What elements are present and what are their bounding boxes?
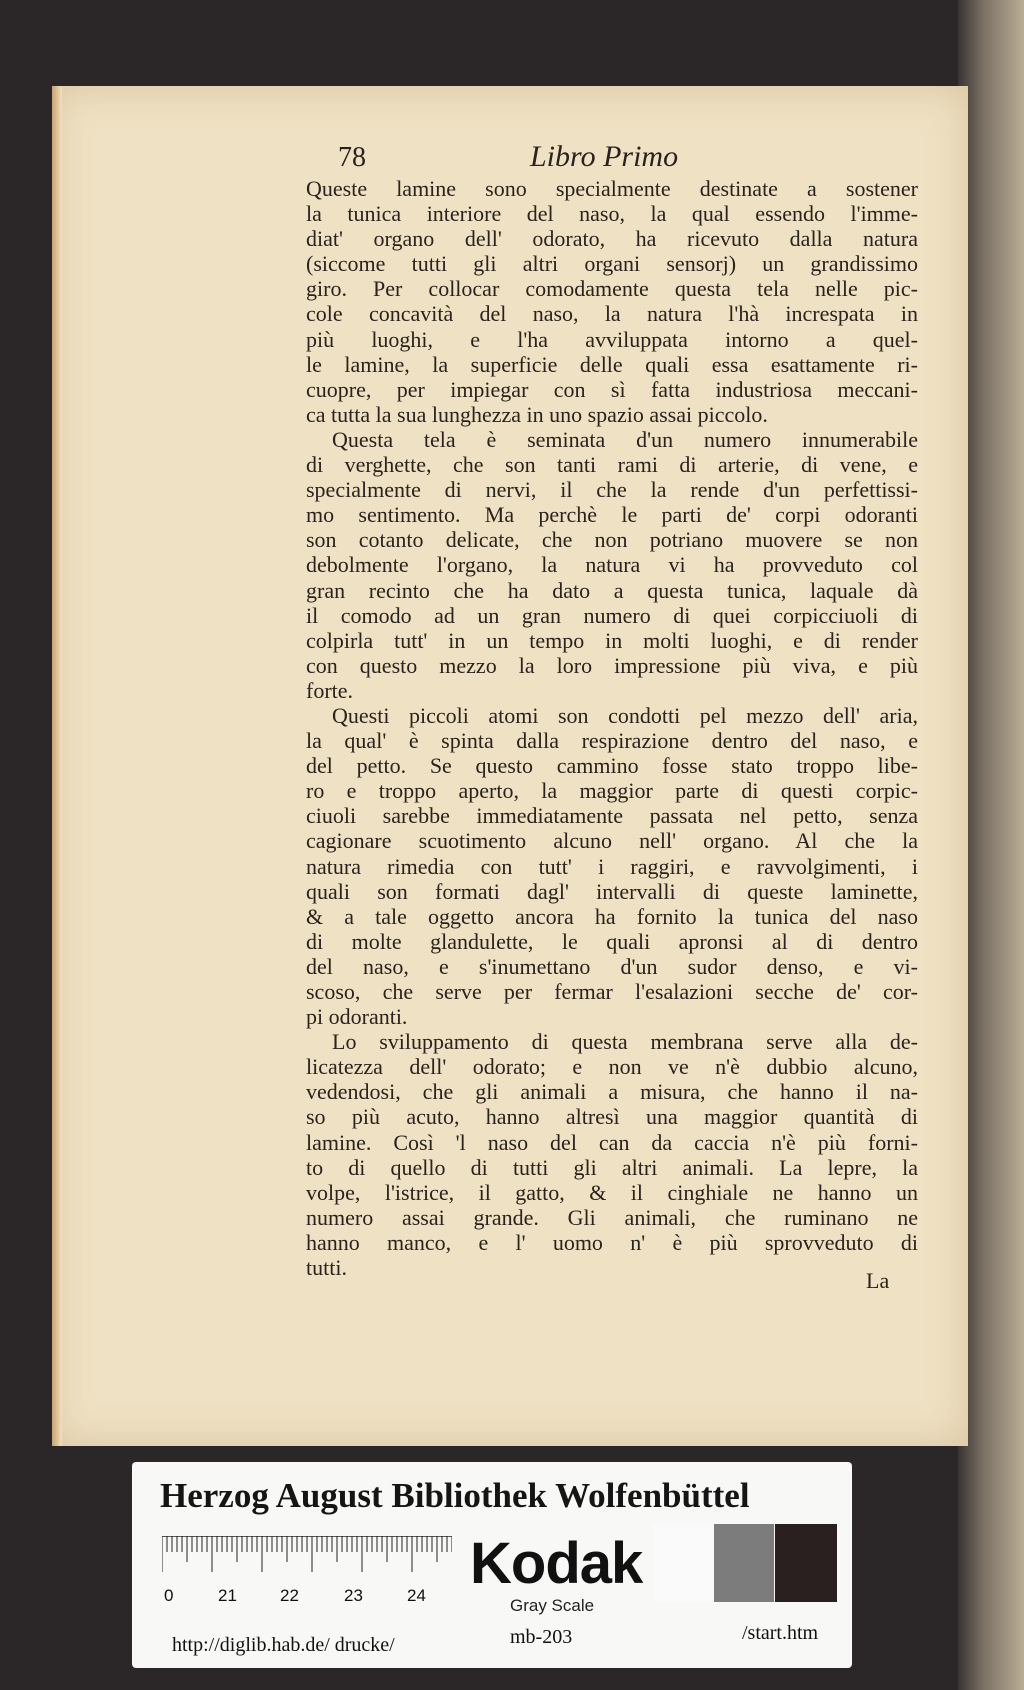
text-line: quali son formati dagl' intervalli di queste laminette, [306,878,918,904]
ruler-label: 0 [164,1586,174,1605]
text-line: natura rimedia con tutt' i raggiri, e ravvolgimenti, i [306,853,918,879]
text-line: di molte glandulette, le quali apronsi al di dentro [306,928,918,954]
text-line: del naso, e s'inumettano d'un sudor denso, e vi- [306,953,918,979]
text-line: son cotanto delicate, che non potriano muovere se non [306,527,918,553]
body-text [306,176,918,1280]
text-line: debolmente l'organo, la natura vi ha provveduto col [306,552,918,578]
text-line: ca tutta la sua lunghezza in uno spazio assai piccolo. [306,401,768,427]
text-line: gran recinto che ha dato a questa tunica, laquale dà [306,577,918,603]
text-line: numero assai grande. Gli animali, che ruminano ne [306,1204,918,1230]
page-edge [52,86,62,1446]
text-line: cagionare scuotimento alcuno nell' organo. Al che la [306,828,918,854]
page-number: 78 [338,142,366,173]
text-line: Lo sviluppamento di questa membrana serve alla de- [332,1029,918,1055]
ruler-label: 22 [280,1586,299,1605]
text-line: & a tale oggetto ancora ha fornito la tunica del naso [306,903,918,929]
text-line: più luoghi, e l'ha avviluppata intorno a quel- [306,326,918,352]
text-line: hanno manco, e l' uomo n' è più sprovveduto di [306,1229,918,1255]
gray-scale-label: Gray Scale [510,1596,595,1615]
white-swatch [652,1524,712,1602]
text-line: il comodo ad un gran numero di quei corpicciuoli di [306,602,918,628]
text-line: licatezza dell' odorato; e non ve n'è dubbio alcuno, [306,1054,918,1080]
text-line: colpirla tutt' in un tempo in molti luoghi, e di render [306,627,918,653]
text-line: Questa tela è seminata d'un numero innumerabile [332,426,918,452]
text-line: lamine. Così 'l naso del can da caccia n'è più forni- [306,1129,918,1155]
shelfmark: mb-203 [510,1626,573,1648]
text-line: scoso, che serve per fermar l'esalazioni secche de' cor- [306,979,918,1004]
ruler-labels [162,1586,442,1610]
text-line: (siccome tutti gli altri organi sensorj) un grandissimo [306,251,918,277]
text-line: del petto. Se questo cammino fosse stato troppo libe- [306,753,918,779]
text-line: la qual' è spinta dalla respirazione dentro del naso, e [306,728,918,754]
text-line: vedendosi, che gli animali a misura, che hanno il na- [306,1079,918,1105]
url-suffix: /start.htm [742,1622,819,1644]
text-line: con questo mezzo la loro impressione più viva, e più [306,652,918,678]
text-line: pi odoranti. [306,1004,408,1030]
text-line: Queste lamine sono specialmente destinate a sostener [306,176,918,201]
text-line: le lamine, la superficie delle quali essa esattamente ri- [306,351,918,377]
ruler-label: 23 [344,1586,363,1605]
text-line: cuopre, per impiegar con sì fatta industriosa meccani- [306,376,918,402]
text-line: specialmente di nervi, il che la rende d'un perfettissi- [306,477,918,503]
text-line: cole concavità del naso, la natura l'hà increspata in [306,301,918,327]
text-line: to di quello di tutti gli altri animali. La lepre, la [306,1154,918,1180]
text-line: volpe, l'istrice, il gatto, & il cinghiale ne hanno un [306,1179,918,1205]
ruler-label: 21 [218,1586,237,1605]
text-line: giro. Per collocar comodamente questa tela nelle pic- [306,276,918,302]
library-name: Herzog August Bibliothek Wolfenbüttel [160,1476,750,1515]
text-line: Questi piccoli atomi son condotti pel mezzo dell' aria, [332,702,918,728]
url-base: http://diglib.hab.de/ drucke/ [172,1634,395,1656]
text-line: ro e troppo aperto, la maggior parte di questi corpic- [306,778,918,804]
kodak-logo: Kodak [470,1531,643,1596]
text-line: so più acuto, hanno altresì una maggior quantità di [306,1104,918,1130]
catchword: La [866,1268,890,1293]
text-line: la tunica interiore del naso, la qual essendo l'imme- [306,201,918,227]
text-line: forte. [306,677,354,703]
running-head: Libro Primo [530,140,679,173]
text-line: tutti. [306,1255,347,1281]
text-line: di verghette, che son tanti rami di arterie, di vene, e [306,452,918,478]
text-line: diat' organo dell' odorato, ha ricevuto dalla natura [306,226,918,252]
gray-swatch [714,1524,774,1602]
ruler-label: 24 [407,1586,426,1605]
black-swatch [775,1524,837,1602]
text-line: ciuoli sarebbe immediatamente passata nel petto, senza [306,803,918,829]
ruler-scale [162,1536,452,1576]
library-color-card [132,1462,852,1668]
text-line: mo sentimento. Ma perchè le parti de' corpi odoranti [306,502,918,528]
